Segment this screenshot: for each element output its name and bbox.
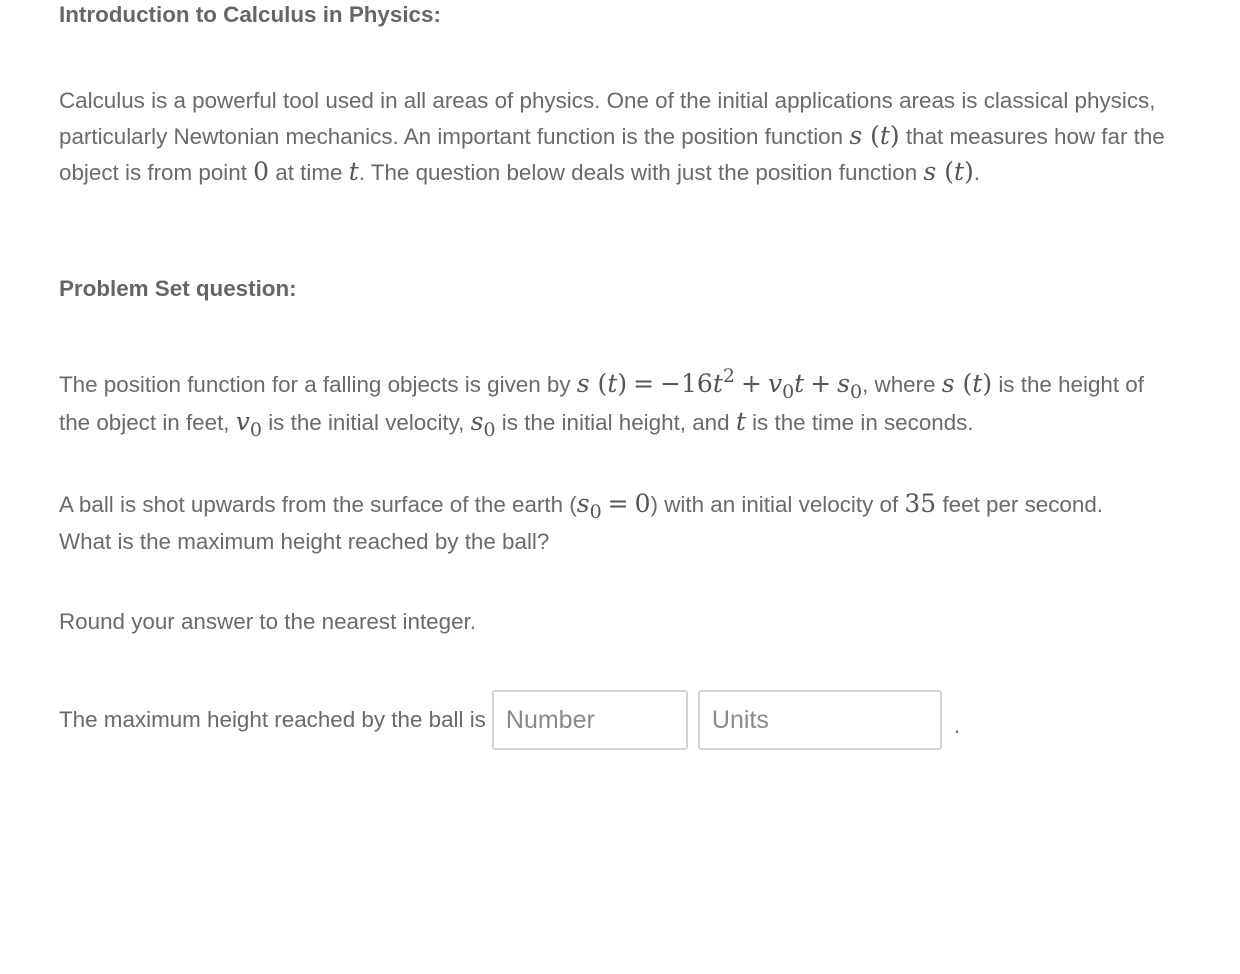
- problem-paragraph: The position function for a falling objects is given by s $(t) = -16t^2 + v_0t + s_0$, where s (t) is the height of the object in feet, $v_0$ is the initial velocity, $s_0$ is the initial height, and t is the time in seconds.: [59, 365, 1144, 441]
- math-zero: 0: [253, 157, 270, 186]
- math-s-of-t: s (t): [923, 157, 974, 186]
- math-s-of-t: s (t): [849, 121, 900, 150]
- math-t: t: [348, 157, 359, 186]
- math-v0: $v_0$: [235, 407, 262, 441]
- answer-period: .: [953, 713, 961, 738]
- math-s0-equals-zero: $s_0 = 0$: [576, 489, 651, 523]
- math-position-equation: s $(t) = -16t^2 + v_0t + s_0$: [576, 365, 863, 403]
- math-t: t: [735, 407, 746, 436]
- ball-paragraph: A ball is shot upwards from the surface of the earth $(s_0 = 0)$ with an initial velocity of 35 feet per second. What is the maximum height reached by the ball?: [59, 489, 1104, 554]
- math-velocity-value: 35: [904, 489, 937, 518]
- math-s0: $s_0$: [470, 407, 496, 441]
- math-s-of-t: s (t): [941, 369, 993, 398]
- answer-label: The maximum height reached by the ball is: [59, 707, 486, 732]
- intro-heading: Introduction to Calculus in Physics:: [59, 2, 441, 27]
- units-input[interactable]: [698, 690, 942, 750]
- rounding-instruction: Round your answer to the nearest integer.: [59, 609, 476, 634]
- intro-paragraph: Calculus is a powerful tool used in all areas of physics. One of the initial applications areas is classical physics, particularly Newtonian mechanics. An important function is the position function s (t) that measures how far the object is from point 0 at time t. The question below deals with just the position function s (t).: [59, 88, 1165, 186]
- answer-row: [59, 690, 960, 750]
- problem-heading: Problem Set question:: [59, 276, 297, 301]
- number-input[interactable]: [492, 690, 688, 750]
